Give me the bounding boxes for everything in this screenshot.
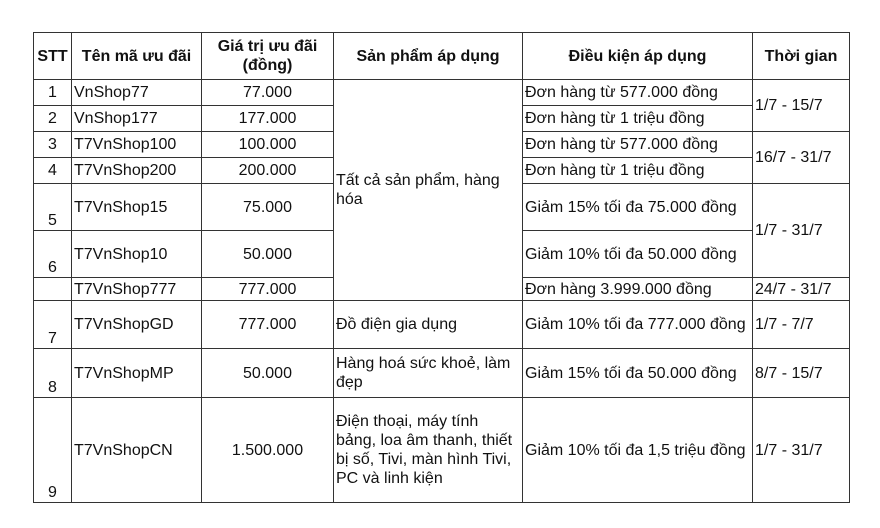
- stt-cell: 4: [34, 158, 72, 184]
- stt-cell: [34, 278, 72, 301]
- time-cell: 1/7 - 31/7: [753, 398, 850, 503]
- value-cell: 1.500.000: [202, 398, 334, 503]
- voucher-table: [33, 32, 850, 503]
- table-row: [34, 301, 850, 349]
- value-cell: 50.000: [202, 231, 334, 278]
- name-cell: T7VnShop10: [72, 231, 202, 278]
- header-value: Giá trị ưu đãi (đồng): [202, 33, 334, 80]
- stt-cell: 2: [34, 106, 72, 132]
- name-cell: T7VnShop15: [72, 184, 202, 231]
- time-cell: 1/7 - 31/7: [753, 184, 850, 278]
- name-cell: T7VnShop777: [72, 278, 202, 301]
- time-cell: 8/7 - 15/7: [753, 349, 850, 398]
- header-name: Tên mã ưu đãi: [72, 33, 202, 80]
- table-row: [34, 349, 850, 398]
- header-product: Sản phẩm áp dụng: [334, 33, 523, 80]
- condition-cell: Đơn hàng 3.999.000 đồng: [523, 278, 753, 301]
- name-cell: VnShop77: [72, 80, 202, 106]
- condition-cell: Giảm 15% tối đa 75.000 đồng: [523, 184, 753, 231]
- condition-cell: Đơn hàng từ 1 triệu đồng: [523, 106, 753, 132]
- condition-cell: Đơn hàng từ 577.000 đồng: [523, 132, 753, 158]
- name-cell: T7VnShop200: [72, 158, 202, 184]
- time-cell: 16/7 - 31/7: [753, 132, 850, 184]
- value-cell: 200.000: [202, 158, 334, 184]
- time-cell: 24/7 - 31/7: [753, 278, 850, 301]
- value-cell: 75.000: [202, 184, 334, 231]
- stt-cell: 9: [34, 398, 72, 503]
- product-cell: Đồ điện gia dụng: [334, 301, 523, 349]
- stt-cell: 8: [34, 349, 72, 398]
- product-cell: Tất cả sản phẩm, hàng hóa: [334, 80, 523, 301]
- condition-cell: Giảm 15% tối đa 50.000 đồng: [523, 349, 753, 398]
- product-cell: Hàng hoá sức khoẻ, làm đẹp: [334, 349, 523, 398]
- name-cell: T7VnShopGD: [72, 301, 202, 349]
- value-cell: 77.000: [202, 80, 334, 106]
- value-cell: 777.000: [202, 278, 334, 301]
- header-row: [34, 33, 850, 80]
- name-cell: T7VnShop100: [72, 132, 202, 158]
- value-cell: 50.000: [202, 349, 334, 398]
- condition-cell: Giảm 10% tối đa 1,5 triệu đồng: [523, 398, 753, 503]
- product-cell: Điện thoại, máy tính bảng, loa âm thanh, thiết bị số, Tivi, màn hình Tivi, PC và linh kiện: [334, 398, 523, 503]
- value-cell: 177.000: [202, 106, 334, 132]
- condition-cell: Đơn hàng từ 1 triệu đồng: [523, 158, 753, 184]
- table-row: [34, 398, 850, 503]
- table-row: [34, 80, 850, 106]
- time-cell: 1/7 - 7/7: [753, 301, 850, 349]
- name-cell: T7VnShopMP: [72, 349, 202, 398]
- condition-cell: Giảm 10% tối đa 777.000 đồng: [523, 301, 753, 349]
- stt-cell: 1: [34, 80, 72, 106]
- time-cell: 1/7 - 15/7: [753, 80, 850, 132]
- condition-cell: Đơn hàng từ 577.000 đồng: [523, 80, 753, 106]
- header-condition: Điều kiện áp dụng: [523, 33, 753, 80]
- header-time: Thời gian: [753, 33, 850, 80]
- stt-cell: 6: [34, 231, 72, 278]
- header-stt: STT: [34, 33, 72, 80]
- stt-cell: 7: [34, 301, 72, 349]
- stt-cell: 3: [34, 132, 72, 158]
- stt-cell: 5: [34, 184, 72, 231]
- condition-cell: Giảm 10% tối đa 50.000 đồng: [523, 231, 753, 278]
- value-cell: 777.000: [202, 301, 334, 349]
- name-cell: T7VnShopCN: [72, 398, 202, 503]
- value-cell: 100.000: [202, 132, 334, 158]
- name-cell: VnShop177: [72, 106, 202, 132]
